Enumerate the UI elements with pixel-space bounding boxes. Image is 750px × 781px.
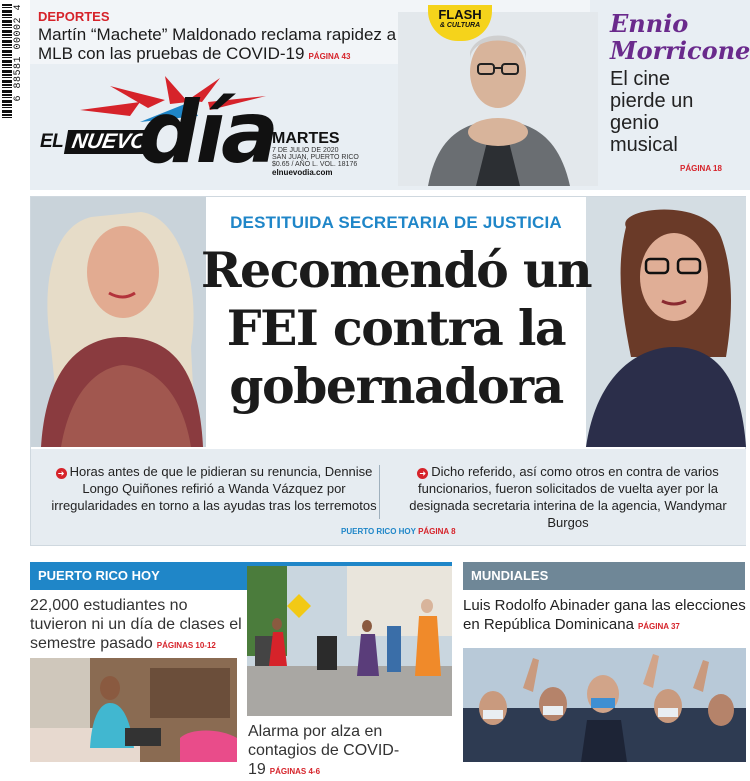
barcode [0, 0, 28, 122]
ennio-text: El cine pierde un genio musical [610, 68, 694, 156]
ennio-name[interactable]: Ennio Morricone [610, 9, 750, 65]
covid-story[interactable] [248, 722, 453, 781]
main-kicker: DESTITUIDA SECRETARIA DE JUSTICIA [230, 213, 562, 232]
deportes-text [38, 25, 428, 66]
date-full: 7 DE JULIO DE 2020 [272, 147, 339, 154]
street-crowd-photo [247, 566, 452, 716]
flash-label: FLASH [438, 7, 482, 22]
website: elnuevodia.com [272, 168, 333, 177]
secretary-photo [586, 197, 746, 447]
arrow-right-icon: ➜ [56, 468, 67, 479]
ennio-page: PÁGINA 18 [680, 164, 722, 173]
logo-el: EL [40, 131, 64, 152]
summary-right-text: Dicho referido, así como otros en contra de varios funcionarios, fueron solicitados de vuelta ayer por la designada secretaria interina de la agencia, Wandymar Burgos [409, 464, 727, 530]
ref-section: PUERTO RICO HOY [341, 527, 416, 536]
students-page: PÁGINAS 10-12 [156, 641, 216, 650]
summary-right [403, 463, 733, 531]
logo-nuevo: NUEVO [64, 130, 155, 154]
mundiales-label[interactable]: MUNDIALES [463, 562, 745, 590]
deportes-page: PÁGINA 43 [308, 52, 351, 61]
governor-photo [31, 197, 206, 447]
arrow-right-icon: ➜ [417, 468, 428, 479]
date-city: SAN JUAN, PUERTO RICO [272, 154, 359, 161]
summary-left-text: Horas antes de que le pidieran su renuncia, Dennise Longo Quiñones refirió a Wanda Vázquez por irregularidades en torno a las ayudas tras los terremotos [51, 464, 377, 513]
deportes-headline: Martín “Machete” Maldonado reclama rapidez a MLB con las pruebas de COVID-19 [38, 25, 397, 63]
barcode-number: 6 88581 00002 4 [13, 4, 24, 102]
covid-page: PÁGINAS 4-6 [269, 767, 321, 776]
ref-page: PÁGINA 8 [418, 527, 456, 536]
logo-dia: día [138, 83, 276, 183]
cultura-label: & CULTURA [439, 22, 481, 29]
abinader-page: PÁGINA 37 [637, 622, 680, 631]
student-photo [30, 658, 237, 762]
deportes-label: DEPORTES [38, 9, 110, 24]
date-day: MARTES [272, 130, 340, 147]
date-price: $0.65 / AÑO L. VOL. 18176 [272, 161, 358, 168]
abinader-story[interactable] [463, 596, 748, 636]
puerto-rico-hoy-label[interactable]: PUERTO RICO HOY [30, 562, 250, 590]
ennio-morricone-photo [398, 12, 598, 186]
abinader-headline: Luis Rodolfo Abinader gana las elecciones en República Dominicana [463, 597, 746, 633]
summary-left [49, 463, 379, 514]
celebration-photo [463, 648, 746, 762]
masthead [30, 0, 750, 190]
main-page-ref [341, 527, 456, 536]
main-story [30, 196, 746, 546]
main-headline[interactable]: Recomendó un FEI contra la gobernadora [200, 241, 592, 415]
students-headline: 22,000 estudiantes no tuvieron ni un día de clases el semestre pasado [30, 597, 242, 652]
summary-divider [379, 465, 380, 519]
covid-headline: Alarma por alza en contagios de COVID-19 [248, 723, 400, 778]
barcode-bars [2, 4, 12, 118]
students-story[interactable] [30, 596, 245, 655]
main-summary [31, 449, 746, 545]
